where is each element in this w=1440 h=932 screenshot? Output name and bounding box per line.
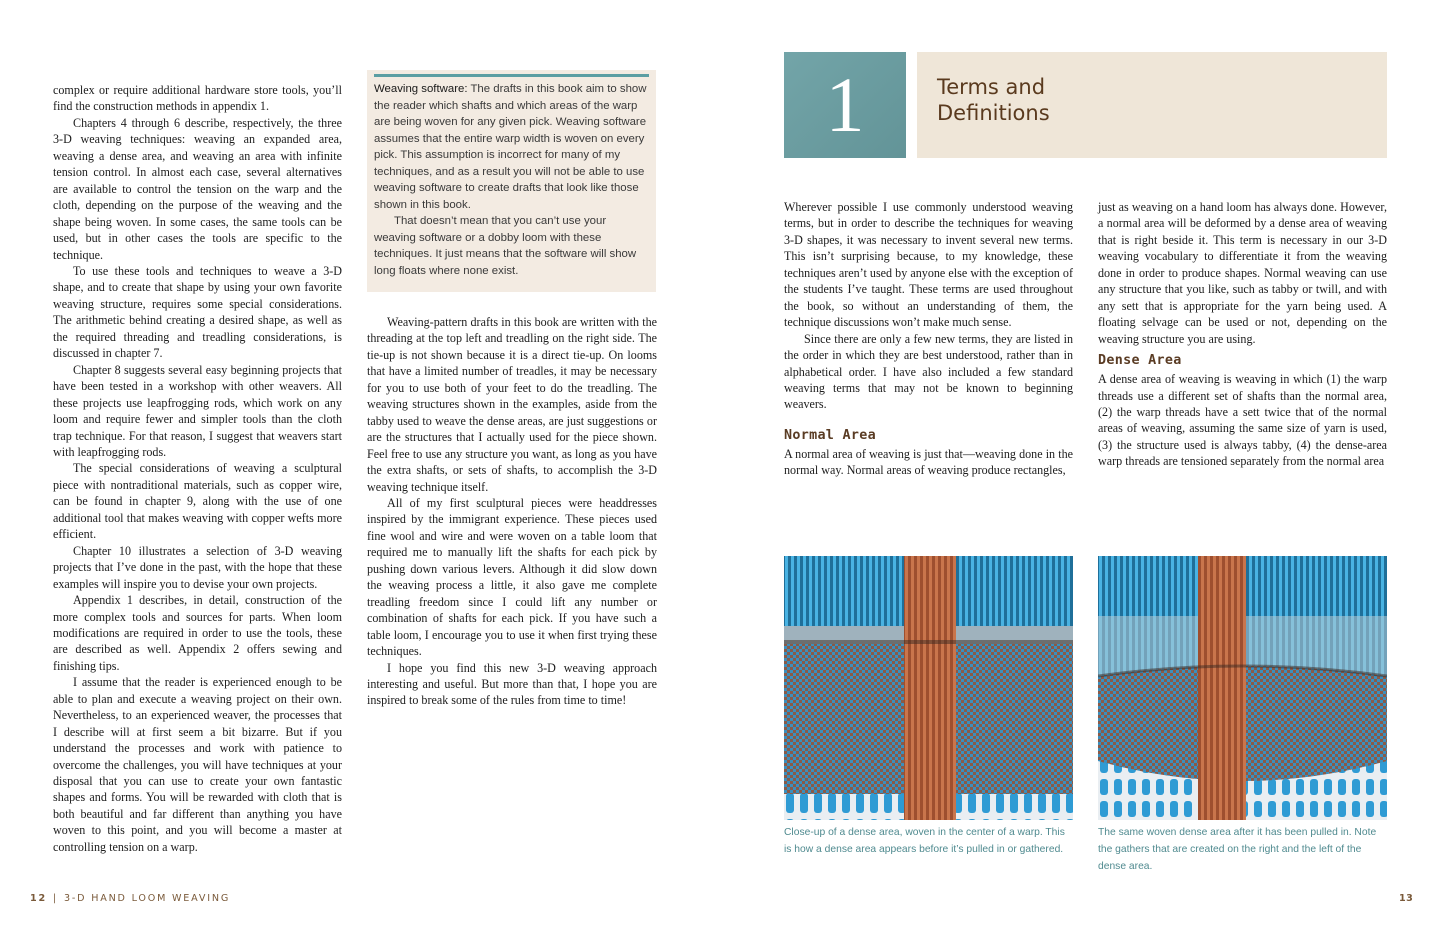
paragraph: To use these tools and techniques to weave a 3-D shape, and to create that shape by using your own favorite weaving structure, requires some special considerations. The arithmetic behind creating a desired shape, as well as the required threading and treadling considerations, is discussed in chapter 7. [53, 263, 342, 361]
page-number: 12 [30, 893, 47, 904]
heading-dense-area: Dense Area [1098, 353, 1182, 369]
paragraph: All of my first sculptural pieces were headdresses inspired by the immigrant experience. These pieces used fine wool and wire and were woven on a table loom that required me to manually lift the shafts for each pick by pushing down various levers. Although it did slow down the weaving process a little, it also gave me complete treadling freedom since I could lift any number or combination of shafts for each pick. If you have such a table loom, I encourage you to use it when first trying these techniques. [367, 495, 657, 659]
chapter-title [917, 52, 1387, 158]
paragraph: The special considerations of weaving a sculptural piece with nontraditional materials, such as copper wire, can be found in chapter 9, along with the use of one additional tool that makes weaving with copper wefts more efficient. [53, 461, 342, 542]
woven-cloth-illustration-1 [784, 556, 1073, 820]
paragraph: Chapter 8 suggests several easy beginning projects that have been tested in a workshop with other weavers. All these projects use leapfrogging rods, which work on any loom and require fewer and simpler tools than the cloth trap technique. For that reason, I suggest that weavers start with leapfrogging rods. [53, 362, 342, 459]
woven-cloth-illustration-2 [1098, 556, 1387, 820]
heading-normal-area: Normal Area [784, 427, 876, 443]
left-column-2 [367, 314, 657, 709]
right-column-1 [784, 199, 1073, 479]
sidebar-rule [374, 74, 649, 77]
dense-area-photo-after [1098, 556, 1387, 820]
paragraph: complex or require additional hardware store tools, you’ll find the construction methods in appendix 1. [53, 83, 342, 114]
folio-separator: | [52, 893, 58, 904]
right-folio-page-number: 13 [1399, 893, 1414, 904]
paragraph: I hope you find this new 3-D weaving approach interesting and useful. But more than that, I hope you are inspired to break some of the rules from time to time! [367, 660, 657, 708]
paragraph: Chapters 4 through 6 describe, respectively, the three 3-D weaving techniques: weaving an expanded area, weaving a dense area, and weaving an area with infinite tension control. In almost each case, several alternatives are available to control the tension on the warp and the cloth, depending on the purpose of the weaving and the shape being woven. In some cases, the same tools can be used, but in other cases the tools are specific to the technique. [53, 115, 342, 262]
photo-caption-2: The same woven dense area after it has been pulled in. Note the gathers that are created on the right and the left of the dense area. [1098, 827, 1377, 872]
paragraph: A normal area of weaving is just that—weaving done in the normal way. Normal areas of weaving produce rectangles, [784, 446, 1073, 478]
paragraph: I assume that the reader is experienced enough to be able to plan and execute a weaving project on their own. Nevertheless, to an experienced weaver, the processes that I describe will at first seem a bit bizarre. But if you understand the processes and work with patience to overcome the challenges, you will have techniques at your disposal that you can use to create your own fantastic shapes and forms. You will be rewarded with cloth that is both beautiful and far different than anything you have woven to this point, and you will become a master at controlling tension on a warp. [53, 675, 342, 854]
chapter-title-line-2: Definitions [937, 101, 1050, 125]
left-column-1 [53, 82, 342, 855]
paragraph: A dense area of weaving is weaving in which (1) the warp threads use a different set of shafts than the normal area, (2) the warp threads have a sett twice that of the normal areas of weaving, assuming the same size of yarn is used, (3) the structure used is always tabby, (4) the dense-area warp threads are tensioned separately from the normal area [1098, 372, 1387, 469]
running-head: 3-D HAND LOOM WEAVING [64, 893, 231, 904]
paragraph: Appendix 1 describes, in detail, construction of the more complex tools and sources for parts. When loom modifications are required in order to use the tools, these are described as well. Appendix 2 offers sewing and finishing tips. [53, 593, 342, 673]
paragraph: just as weaving on a hand loom has always done. However, a normal area will be deformed by a dense area of weaving that is right beside it. This term is necessary in our 3-D weaving vocabulary to differentiate it from the weaving done in order to produce shapes. Normal weaving can use any structure that you like, such as tabby or twill, and with any sett that is appropriate for the yarn being used. A floating selvage can be used or not, depending on the weaving structure you are using. [1098, 200, 1387, 346]
left-folio [30, 893, 230, 904]
right-column-2 [1098, 199, 1387, 470]
photo-caption-1: Close-up of a dense area, woven in the center of a warp. This is how a dense area appears before it’s pulled in or gathered. [784, 827, 1065, 855]
sidebar-text: The drafts in this book aim to show the reader which shafts and which areas of the warp are being woven for any given pick. Weaving software assumes that the entire warp width is woven on every pick. This assumption is incorrect for many of my techniques, and as a result you will not be able to use weaving software to create drafts that look like those shown in this book. [374, 83, 647, 211]
sidebar-paragraph-2: That doesn’t mean that you can’t use your weaving software or a dobby loom with these techniques. It just means that the software will show long floats where none exist. [374, 215, 637, 277]
paragraph: Wherever possible I use commonly understood weaving terms, but in order to describe the techniques for weaving 3-D shapes, it was necessary to invent several new terms. This isn’t surprising because, to my knowledge, these techniques aren’t used by anyone else with the exception of the students I’ve taught. These terms are used throughout the book, so without an understanding of them, the technique discussions won’t make much sense. [784, 200, 1073, 330]
chapter-number: 1 [784, 52, 906, 158]
weaving-software-sidebar [367, 70, 656, 292]
dense-area-photo-before [784, 556, 1073, 820]
chapter-title-line-1: Terms and [937, 75, 1046, 99]
paragraph: Weaving-pattern drafts in this book are written with the threading at the top left and treadling on the right side. The tie-up is not shown because it is a direct tie-up. On looms that have a limited number of treadles, it may be necessary for you to use both of your feet to do the treadling. The weaving structures shown in the examples, aside from the tabby used to weave the dense areas, are just suggestions or are the structures that I actually used for the piece shown. Feel free to use any structure you want, as long as you have the extra shafts, or sets of shafts, to accomplish the 3-D weaving technique itself. [367, 315, 657, 494]
sidebar-lead: Weaving software: [374, 83, 468, 95]
sidebar-paragraph-1 [374, 81, 649, 213]
paragraph: Chapter 10 illustrates a selection of 3-D weaving projects that I’ve done in the past, with the hope that these examples will inspire you to devise your own projects. [53, 543, 342, 591]
paragraph: Since there are only a few new terms, they are listed in the order in which they are best understood, rather than in alphabetical order. I have also included a few standard weaving terms that may not be known to beginning weavers. [784, 331, 1073, 412]
